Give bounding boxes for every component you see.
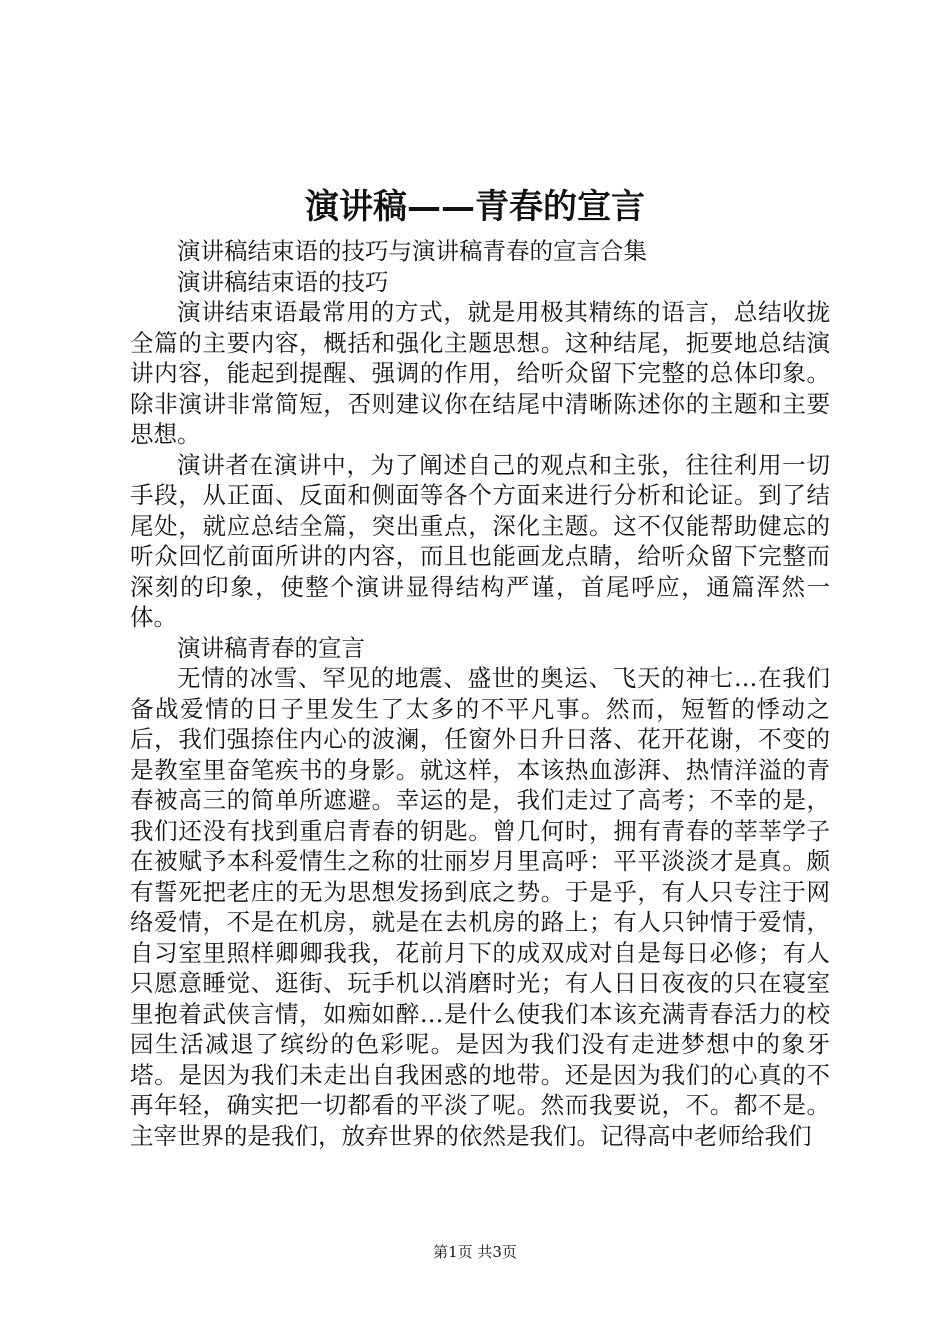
paragraph-heading-youth-declaration: 演讲稿青春的宣言: [177, 633, 365, 662]
paragraph-closing-summary: 演讲结束语最常用的方式，就是用极其精练的语言，总结收拢全篇的主要内容，概括和强化主题思想。这种结尾，扼要地总结演讲内容，能起到提醒、强调的作用，给听众留下完整的总体印象。除非演讲非常简短，否则建议你在结尾中清晰陈述你的主题和主要思想。: [130, 298, 830, 448]
paragraph-heading-closing-techniques: 演讲稿结束语的技巧: [177, 267, 389, 296]
paragraph-subtitle: 演讲稿结束语的技巧与演讲稿青春的宣言合集: [177, 237, 647, 265]
page-number-footer: 第1页 共3页: [433, 1243, 517, 1261]
document-body: [130, 236, 830, 1151]
document-title: 演讲稿——青春的宣言: [305, 187, 645, 227]
paragraph-youth-declaration-body: 无情的冰雪、罕见的地震、盛世的奥运、飞天的神七…在我们备战爱情的日子里发生了太多的不平凡事。然而，短暂的悸动之后，我们强捺住内心的波澜，任窗外日升日落、花开花谢，不变的是教室里奋笔疾书的身影。就这样，本该热血澎湃、热情洋溢的青春被高三的简单所遮避。幸运的是，我们走过了高考；不幸的是，我们还没有找到重启青春的钥匙。曾几何时，拥有青春的莘莘学子在被赋予本科爱情生之称的壮丽岁月里高呼：平平淡淡才是真。颇有誓死把老庄的无为思想发扬到底之势。于是乎，有人只专注于网络爱情，不是在机房，就是在去机房的路上；有人只钟情于爱情，自习室里照样卿卿我我，花前月下的成双成对自是每日必修；有人只愿意睡觉、逛街、玩手机以消磨时光；有人日日夜夜的只在寝室里抱着武侠言情，如痴如醉…是什么使我们本该充满青春活力的校园生活减退了缤纷的色彩呢。是因为我们没有走进梦想中的象牙塔。是因为我们未走出自我困惑的地带。还是因为我们的心真的不再年轻，确实把一切都看的平淡了呢。然而我要说，不。都不是。主宰世界的是我们，放弃世界的依然是我们。记得高中老师给我们: [130, 664, 830, 1150]
paragraph-closing-argument: 演讲者在演讲中，为了阐述自己的观点和主张，往往利用一切手段，从正面、反面和侧面等各个方面来进行分析和论证。到了结尾处，就应总结全篇，突出重点，深化主题。这不仅能帮助健忘的听众回忆前面所讲的内容，而且也能画龙点睛，给听众留下完整而深刻的印象，使整个演讲显得结构严谨，首尾呼应，通篇浑然一体。: [130, 450, 830, 631]
